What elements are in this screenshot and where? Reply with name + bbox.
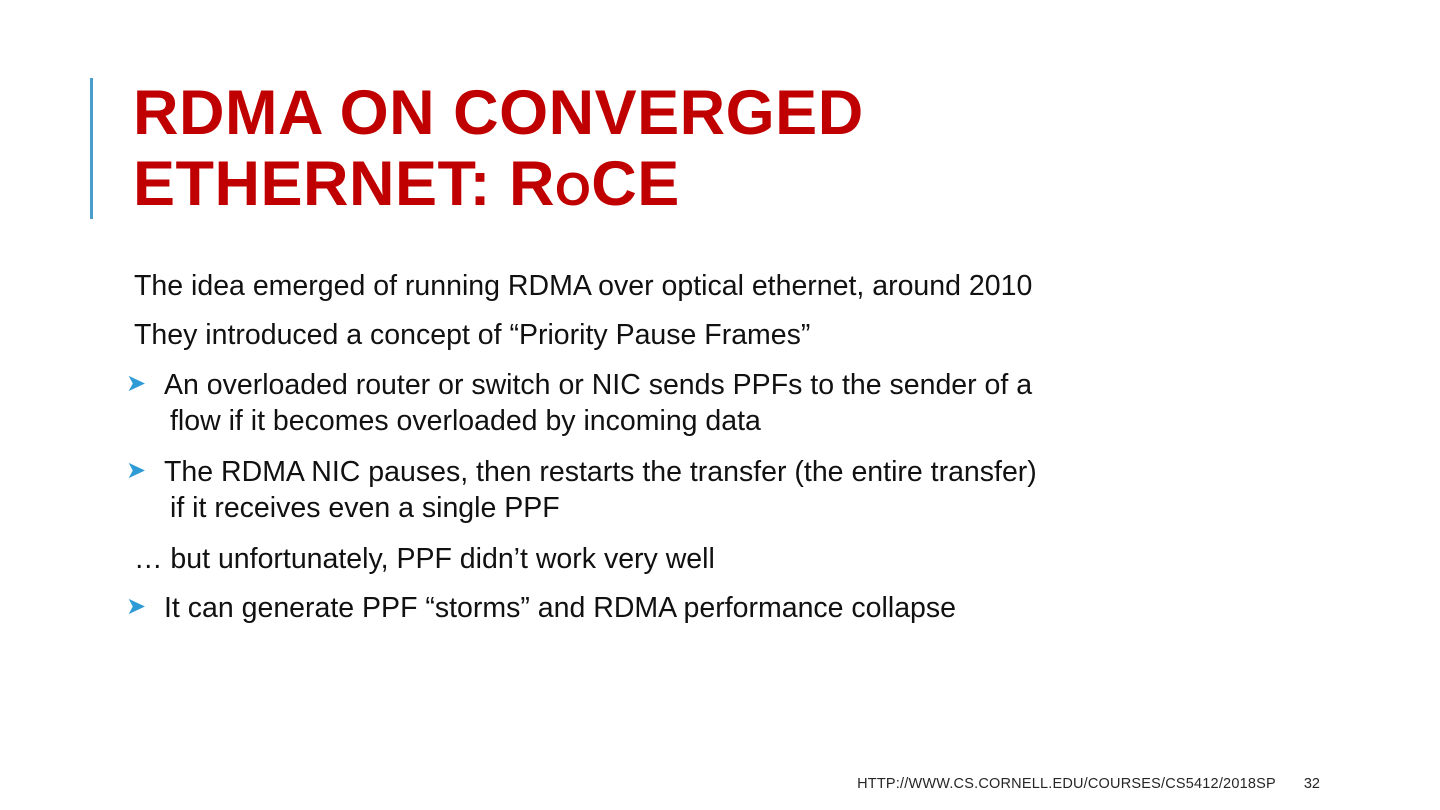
- title-accent-bar: [90, 78, 93, 219]
- body-line-text-cont: flow if it becomes overloaded by incoming data: [170, 405, 761, 438]
- title-line-1: RDMA ON CONVERGED: [133, 78, 864, 148]
- body-line-text: The idea emerged of running RDMA over optical ethernet, around 2010: [134, 270, 1033, 302]
- body-bullet-item: [126, 590, 1416, 626]
- body-line: [126, 268, 1416, 304]
- footer-page-number: 32: [1303, 776, 1320, 792]
- page-title: [133, 78, 864, 219]
- body-bullet-item: [126, 454, 1416, 527]
- slide-footer: [0, 776, 1440, 792]
- body-bullet-item: [126, 367, 1416, 440]
- body-line-text: [160, 367, 1416, 440]
- body-line-text-cont: if it receives even a single PPF: [170, 492, 560, 525]
- bullet-arrow-icon: ➤: [126, 456, 147, 484]
- body-line-text: They introduced a concept of “Priority Pause Frames”: [134, 319, 811, 352]
- slide-body: [126, 268, 1416, 641]
- slide-title-block: [90, 78, 1390, 219]
- bullet-arrow-icon: ➤: [126, 369, 147, 397]
- body-line-text: … but unfortunately, PPF didn’t work very well: [134, 542, 715, 575]
- title-line-2-smallcap: O: [555, 162, 592, 215]
- title-line-2-part-a: ETHERNET: R: [133, 148, 556, 219]
- body-line-text-first: The RDMA NIC pauses, then restarts the transfer (the entire transfer): [164, 455, 1037, 488]
- body-line: [126, 541, 1416, 577]
- footer-url: HTTP://WWW.CS.CORNELL.EDU/COURSES/CS5412/2018SP: [857, 776, 1276, 792]
- body-line-text-first: An overloaded router or switch or NIC sends PPFs to the sender of a: [164, 368, 1033, 401]
- title-line-2-part-b: CE: [591, 148, 680, 219]
- body-line: [126, 317, 1416, 353]
- body-line-text: It can generate PPF “storms” and RDMA performance collapse: [164, 592, 957, 625]
- bullet-arrow-icon: ➤: [126, 593, 147, 621]
- body-line-text: [160, 454, 1416, 527]
